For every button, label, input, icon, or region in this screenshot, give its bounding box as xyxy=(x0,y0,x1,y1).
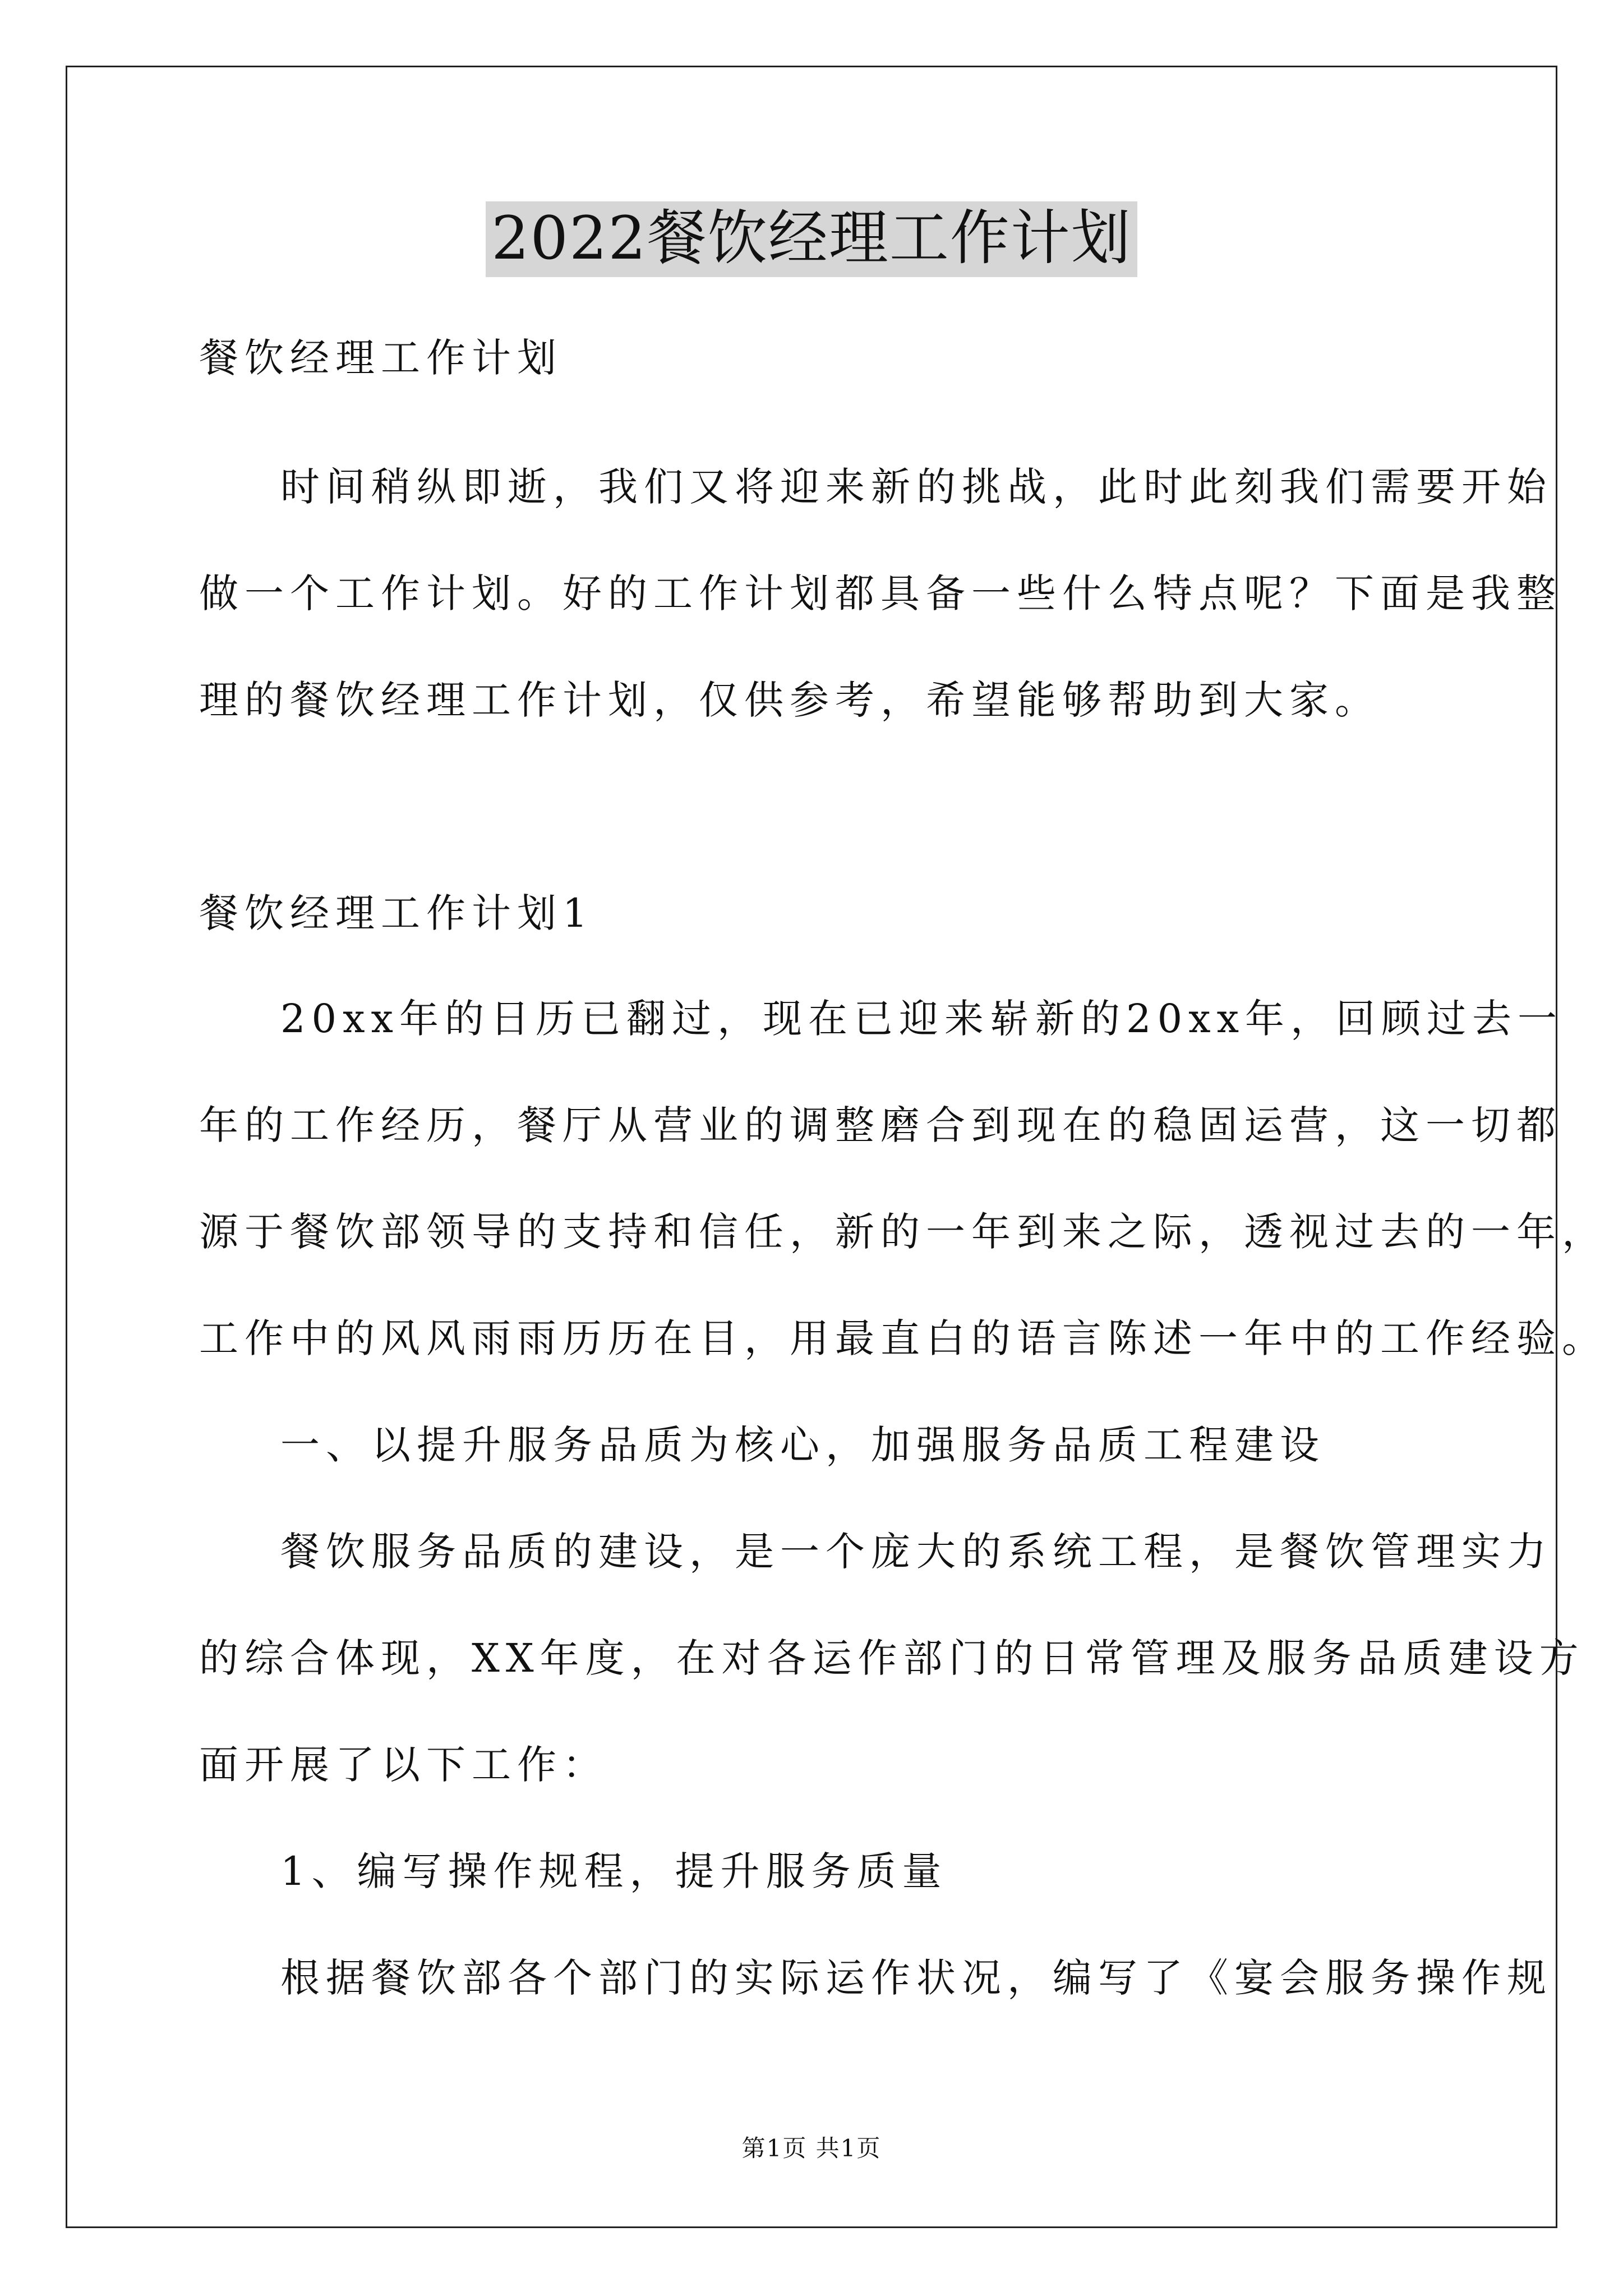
intro-line-1: 时间稍纵即逝，我们又将迎来新的挑战，此时此刻我们需要开始 xyxy=(280,464,1552,510)
document-title-text: 2022餐饮经理工作计划 xyxy=(486,201,1137,277)
intro-line-3: 理的餐饮经理工作计划，仅供参考，希望能够帮助到大家。 xyxy=(199,677,1380,723)
section-para1-line-3: 源于餐饮部领导的支持和信任，新的一年到来之际，透视过去的一年， xyxy=(199,1209,1607,1255)
section-para2-line-1: 餐饮服务品质的建设，是一个庞大的系统工程，是餐饮管理实力 xyxy=(280,1529,1552,1575)
intro-line-2: 做一个工作计划。好的工作计划都具备一些什么特点呢？下面是我整 xyxy=(199,570,1562,616)
section-para1-line-4: 工作中的风风雨雨历历在目，用最直白的语言陈述一年中的工作经验。 xyxy=(199,1315,1607,1361)
item-one-para: 根据餐饮部各个部门的实际运作状况，编写了《宴会服务操作规 xyxy=(280,1955,1552,2001)
section-title: 餐饮经理工作计划1 xyxy=(199,890,594,936)
document-subtitle: 餐饮经理工作计划 xyxy=(199,335,562,381)
document-title xyxy=(0,199,1623,278)
section-para1-line-1: 20xx年的日历已翻过，现在已迎来崭新的20xx年，回顾过去一 xyxy=(280,996,1564,1042)
section-para2-line-2: 的综合体现，XX年度，在对各运作部门的日常管理及服务品质建设方 xyxy=(199,1635,1585,1681)
heading-one: 一、以提升服务品质为核心，加强服务品质工程建设 xyxy=(280,1422,1325,1468)
section-para1-line-2: 年的工作经历，餐厅从营业的调整磨合到现在的稳固运营，这一切都 xyxy=(199,1102,1562,1148)
page-footer: 第1页 共1页 xyxy=(741,2134,882,2162)
item-one: 1、编写操作规程，提升服务质量 xyxy=(280,1848,948,1894)
section-para2-line-3: 面开展了以下工作： xyxy=(199,1742,608,1788)
